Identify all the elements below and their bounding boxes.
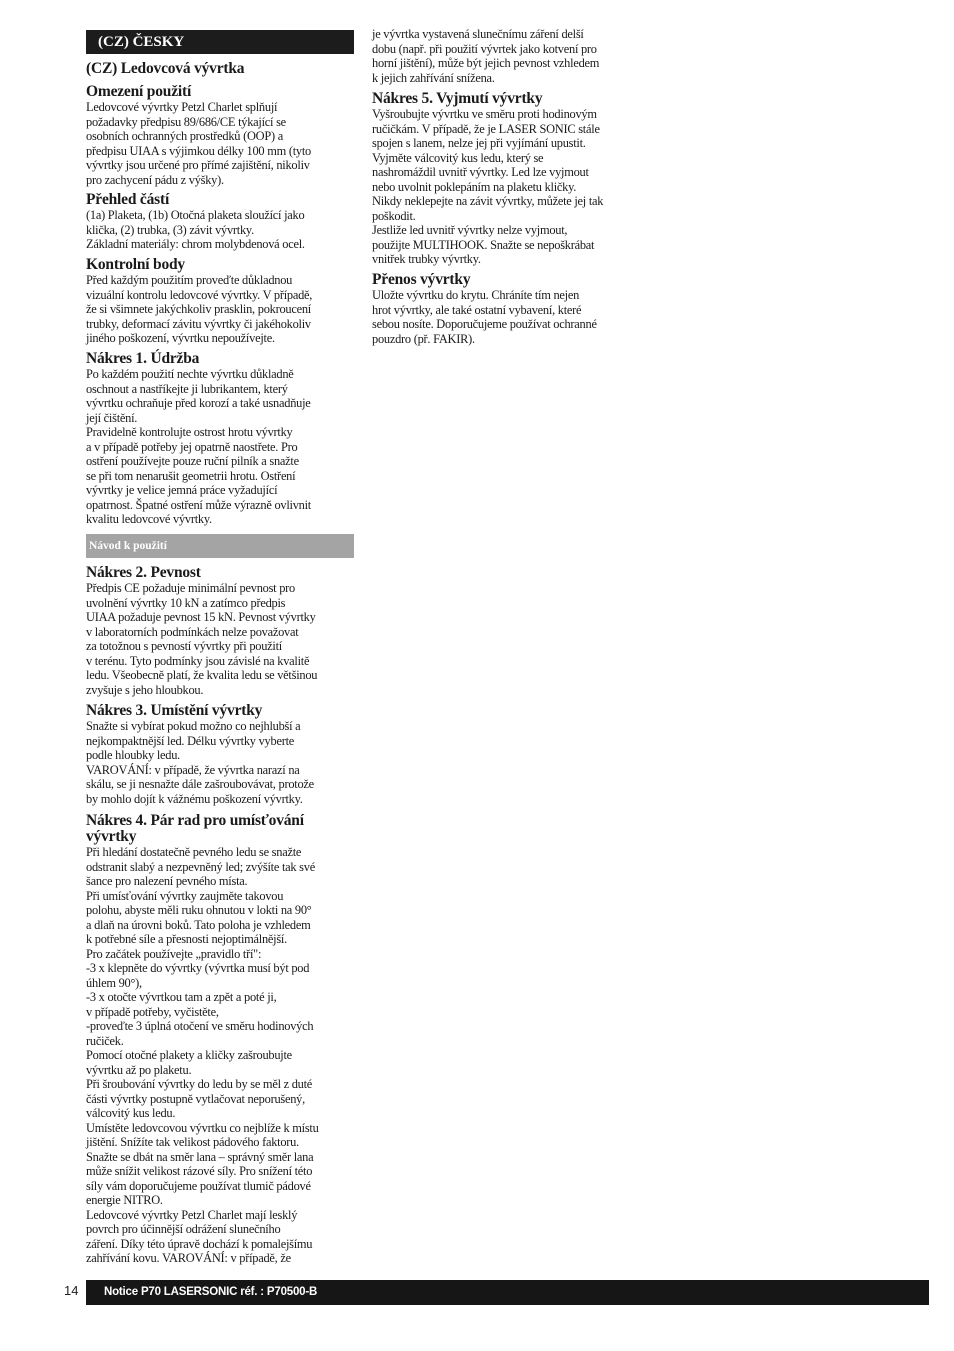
section-heading: Nákres 2. Pevnost	[86, 564, 201, 581]
instructions-label: Návod k použití	[89, 540, 167, 552]
section-heading: Nákres 5. Vyjmutí vývrtky	[372, 90, 543, 107]
section-kontrolni	[86, 257, 354, 346]
section-text: (1a) Plaketa, (1b) Otočná plaketa sloužící jako klička, (2) trubka, (3) závit vývrtky. Základní materiály: chrom molybdenová ocel.	[86, 208, 305, 251]
section-text: Před každým použitím proveďte důkladnou vizuální kontrolu ledovcové vývrtky. V případě, že si všimnete jakýchkoliv prasklin, pokroucení trubky, deformací závitu vývrtky či jakéhokoliv jiného poškození, vývrtku nepoužívejte.	[86, 273, 313, 345]
language-label: (CZ) ČESKY	[98, 34, 185, 50]
document-title-block	[86, 61, 354, 77]
section-text: Uložte vývrtku do krytu. Chráníte tím nejen hrot vývrtky, ale také ostatní vybavení, které sebou nosíte. Doporučujeme používat ochranné pouzdro (př. FAKIR).	[372, 288, 597, 346]
section-text: Snažte si vybírat pokud možno co nejhlubší a nejkompaktnější led. Délku vývrtky vyberte podle hloubky ledu. VAROVÁNÍ: v případě, že vývrtka narazí na skálu, se ji nesnažte dále zašroubovávat, protože by mohlo dojít k vážnému poškození vývrtky.	[86, 719, 314, 806]
section-nakres4	[86, 813, 354, 1266]
section-heading: Nákres 4. Pár rad pro umísťování vývrtky	[86, 812, 304, 845]
section-heading: Nákres 3. Umístění vývrtky	[86, 702, 263, 719]
section-text: Po každém použití nechte vývrtku důkladně oschnout a nastříkejte ji lubrikantem, který vývrtku ochraňuje před korozí a také usnadňuje její čištění. Pravidelně kontrolujte ostrost hrotu vývrtky a v případě potřeby jej opatrně naostřete. Pro ostření používejte pouze ruční pilník a snažte se při tom nenarušit geometrii hrotu. Ostření vývrtky je velice jemná práce vyžadující opatrnost. Špatné ostření může výrazně ovlivnit kvalitu ledovcové vývrtky.	[86, 367, 311, 526]
section-prenos	[372, 272, 642, 346]
section-continued	[372, 27, 642, 85]
section-text: Při hledání dostatečně pevného ledu se snažte odstranit slabý a nezpevněný led; zvýšíte tak své šance pro nalezení pevného místa. Při umísťování vývrtky zaujměte takovou polohu, abyste měli ruku ohnutou v lokti na 90° a dlaň na úrovni boků. Tato poloha je vzhledem k potřebné síle a přesnosti nejoptimálnější. Pro začátek používejte „pravidlo tří": -3 x klepněte do vývrtky (vývrtka musí být pod úhlem 90°), -3 x otočte vývrtkou tam a zpět a poté ji, v případě potřeby, vyčistěte, -proveďte 3 úplná otočení ve směru hodinových ručiček. Pomocí otočné plakety a kličky zašroubujte vývrtku až po plaketu. Při šroubování vývrtky do ledu by se měl z duté části vývrtky postupně vytlačovat neporušený, válcovitý kus ledu. Umístěte ledovcovou vývrtku co nejblíže k místu jištění. Snížíte tak velikost pádového faktoru. Snažte se dbát na směr lana – správný směr lana může snížit velikost rázové síly. Pro snížení této síly vám doporučujeme používat tlumič pádové energie NITRO. Ledovcové vývrtky Petzl Charlet mají lesklý povrch pro účinnější odrážení slunečního záření. Díky této úpravě dochází k pomalejšímu zahřívání kovu. VAROVÁNÍ: v případě, že	[86, 845, 319, 1265]
footer-notice: Notice P70 LASERSONIC réf. : P70500-B	[104, 1286, 318, 1298]
section-text: Ledovcové vývrtky Petzl Charlet splňují požadavky předpisu 89/686/CE týkající se osobních ochranných prostředků (OOP) a předpisu UIAA s výjimkou délky 100 mm (tyto vývrtky jsou určené pro přímé zajištění, nikoliv pro zachycení pádu z výšky).	[86, 100, 312, 187]
section-nakres2	[86, 565, 354, 697]
section-nakres3	[86, 703, 354, 806]
section-prehled	[86, 192, 354, 252]
section-heading: Přehled částí	[86, 191, 170, 208]
section-text: je vývrtka vystavená slunečnímu záření delší dobu (např. při použití vývrtek jako kotvení pro horní jištění), může být jejich pevnost vzhledem k jejich zahřívání snížena.	[372, 27, 600, 85]
section-heading: Nákres 1. Údržba	[86, 350, 200, 367]
footer-bar	[86, 1280, 929, 1305]
section-text: Vyšroubujte vývrtku ve směru proti hodinovým ručičkám. V případě, že je LASER SONIC stále spojen s lanem, nelze jej při vyjímání upustit. Vyjměte válcovitý kus ledu, který se nashromáždil uvnitř vývrtky. Led lze vyjmout nebo uvolnit poklepáním na plaketu kličky. Nikdy neklepejte na závit vývrtky, můžete jej tak poškodit. Jestliže led uvnitř vývrtky nelze vyjmout, použijte MULTIHOOK. Snažte se nepoškrábat vnitřek trubky vývrtky.	[372, 107, 604, 266]
section-heading: Přenos vývrtky	[372, 271, 471, 288]
section-nakres1	[86, 351, 354, 527]
section-text: Předpis CE požaduje minimální pevnost pro uvolnění vývrtky 10 kN a zatímco předpis UIAA požaduje pevnost 15 kN. Pevnost vývrtky v laboratorních podmínkách nelze považovat za totožnou s pevností vývrtky při použití v terénu. Tyto podmínky jsou závislé na kvalitě ledu. Všeobecně platí, že kvalita ledu se většinou zvyšuje s jeho hloubkou.	[86, 581, 318, 697]
instructions-banner	[86, 534, 354, 558]
section-heading: Omezení použití	[86, 83, 192, 100]
language-header-bar	[86, 30, 354, 54]
page-number: 14	[64, 1283, 79, 1298]
document-title: (CZ) Ledovcová vývrtka	[86, 60, 245, 77]
section-nakres5	[372, 91, 642, 267]
section-heading: Kontrolní body	[86, 256, 185, 273]
section-omezeni	[86, 84, 354, 187]
